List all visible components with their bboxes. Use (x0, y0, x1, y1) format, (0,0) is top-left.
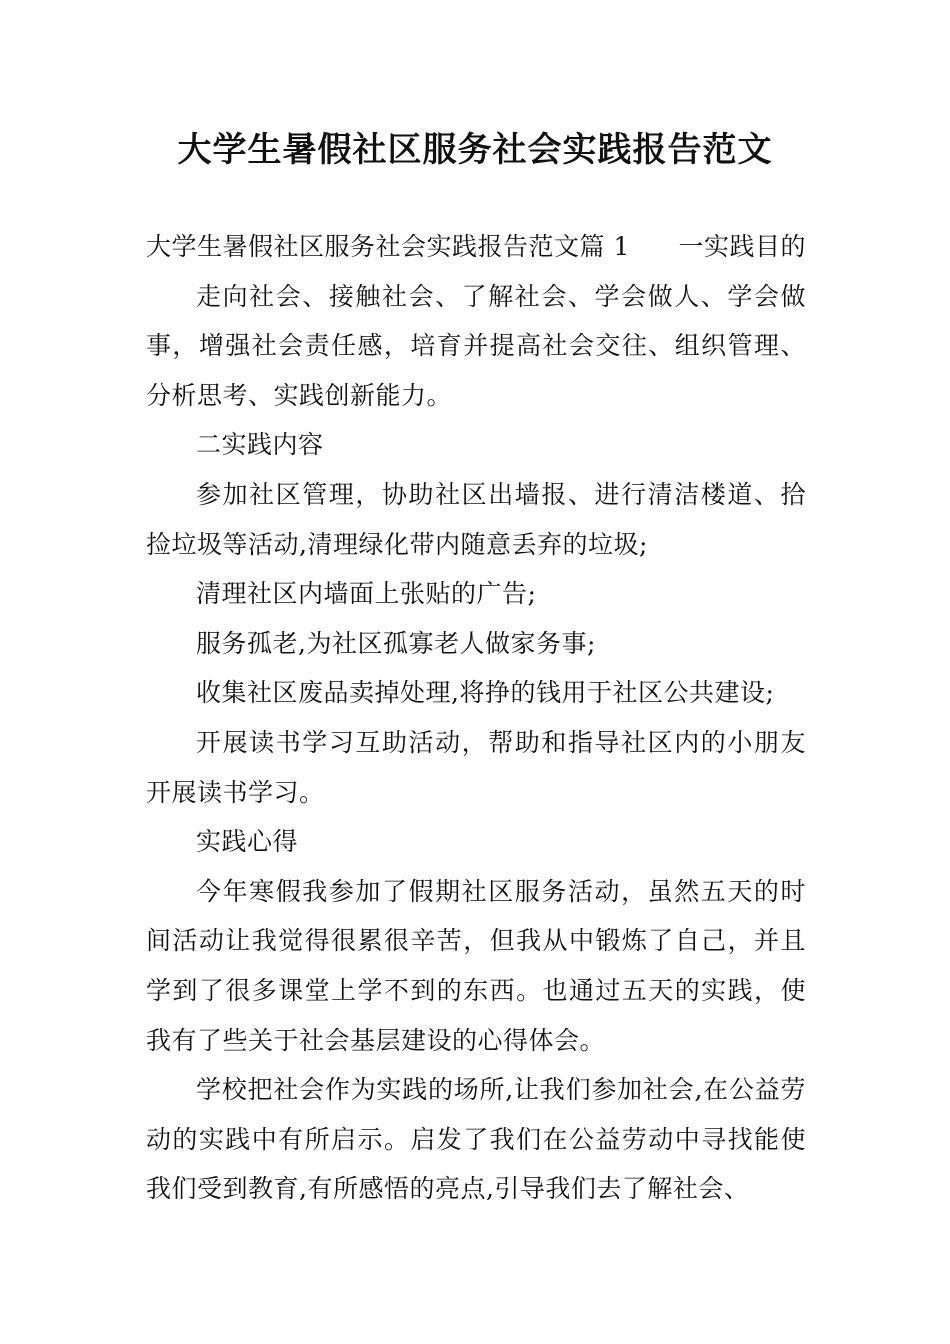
paragraph-experience-2: 学校把社会作为实践的场所,让我们参加社会,在公益劳动的实践中有所启示。启发了我们在公益劳动中寻找能使我们受到教育,有所感悟的亮点,引导我们去了解社会、 (146, 1075, 806, 1204)
section-heading-content: 二实践内容 (196, 430, 324, 460)
paragraph-content-1: 参加社区管理，协助社区出墙报、进行清洁楼道、拾捡垃圾等活动,清理绿化带内随意丢弃的垃圾; (146, 479, 806, 559)
section-heading-line (146, 222, 806, 272)
paragraph-content-2: 清理社区内墙面上张贴的广告; (196, 579, 537, 609)
paragraph-content-3: 服务孤老,为社区孤寡老人做家务事; (196, 628, 596, 658)
section-heading-purpose: 一实践目的 (678, 232, 806, 261)
paragraph-purpose: 走向社会、接触社会、了解社会、学会做人、学会做事，增强社会责任感，培育并提高社会交往、组织管理、分析思考、实践创新能力。 (146, 281, 806, 410)
paragraph-content-4: 收集社区废品卖掉处理,将挣的钱用于社区公共建设; (196, 678, 775, 708)
section-heading-experience: 实践心得 (196, 827, 299, 857)
paragraph-content-5: 开展读书学习互助活动，帮助和指导社区内的小朋友开展读书学习。 (146, 727, 806, 807)
article-heading: 大学生暑假社区服务社会实践报告范文篇 1 (146, 232, 630, 261)
document-title: 大学生暑假社区服务社会实践报告范文 (177, 130, 773, 170)
paragraph-experience-1: 今年寒假我参加了假期社区服务活动，虽然五天的时间活动让我觉得很累很辛苦，但我从中锻炼了自己，并且学到了很多课堂上学不到的东西。也通过五天的实践，使我有了些关于社会基层建设的心得体会。 (146, 876, 806, 1055)
document-body (146, 222, 806, 1214)
